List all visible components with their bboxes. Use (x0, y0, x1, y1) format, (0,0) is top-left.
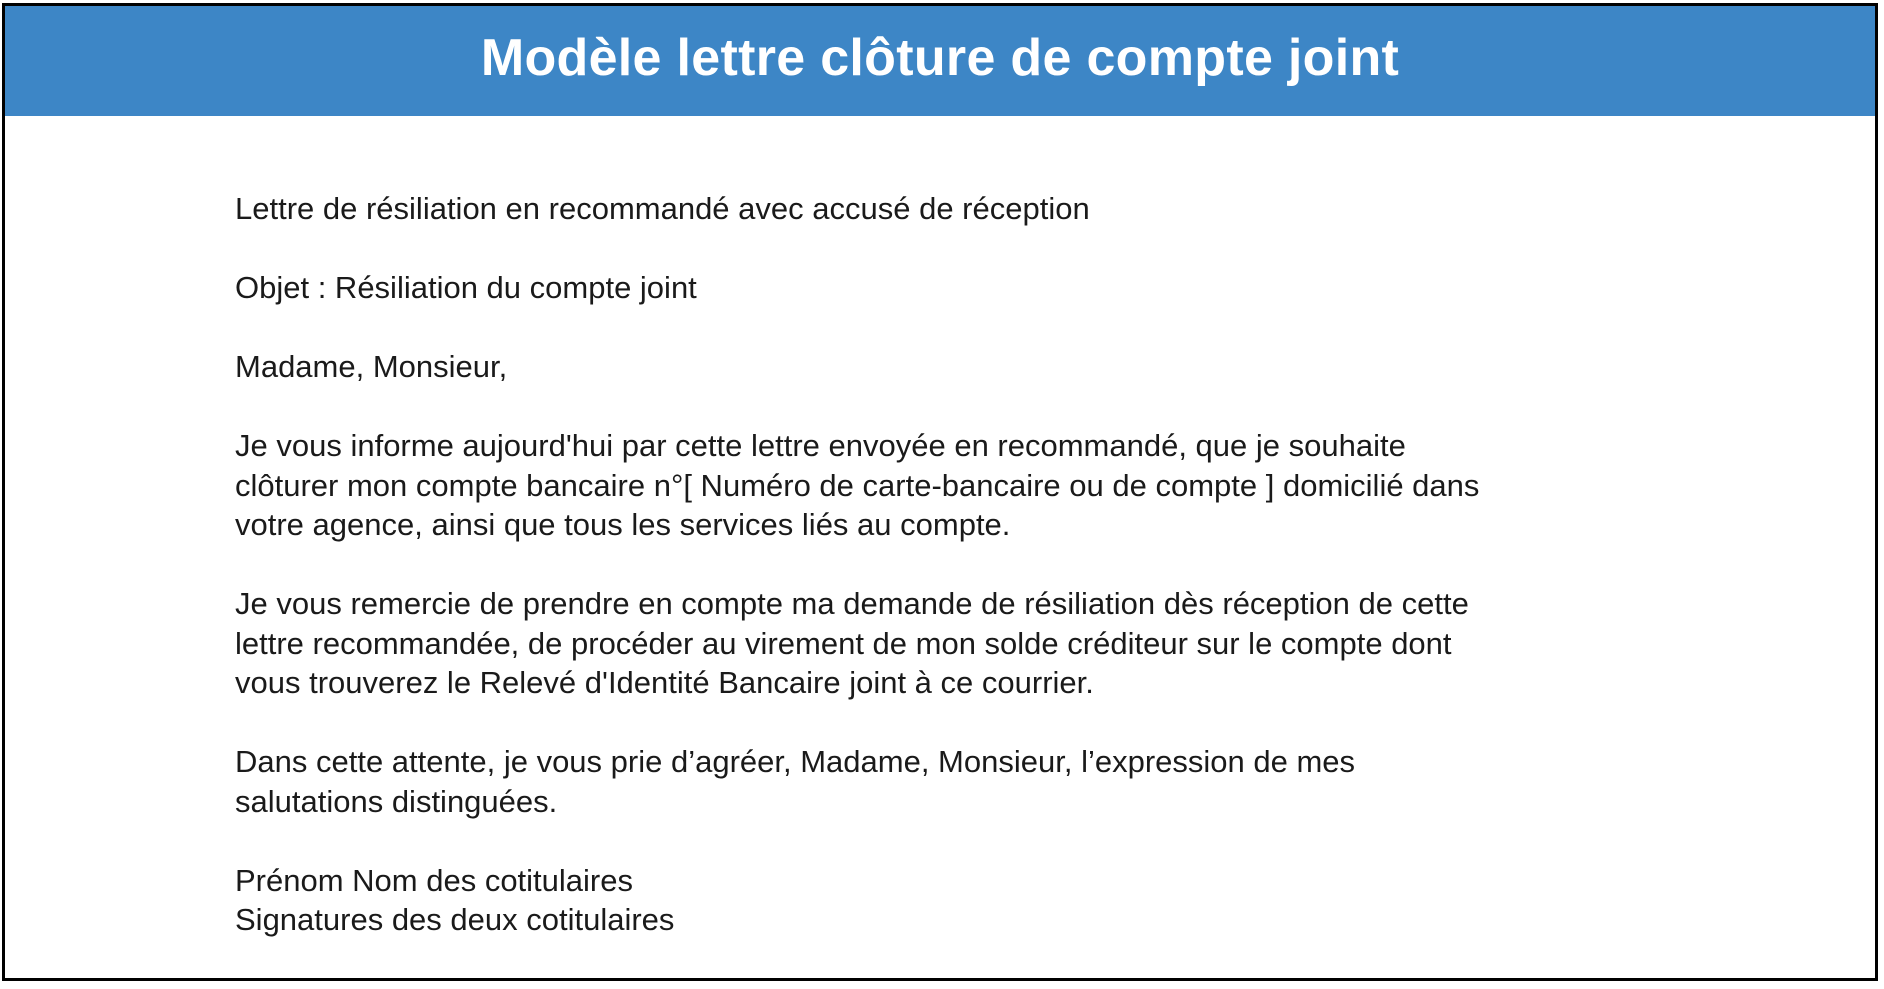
letter-body (235, 189, 1665, 940)
letter-signature: Prénom Nom des cotitulaires Signatures des deux cotitulaires (235, 862, 675, 937)
title-banner (5, 6, 1875, 116)
letter-closing: Dans cette attente, je vous prie d’agréer, Madame, Monsieur, l’expression de mes salutations distinguées. (235, 744, 1356, 819)
letter-object: Objet : Résiliation du compte joint (235, 270, 697, 305)
page-title: Modèle lettre clôture de compte joint (480, 29, 1400, 87)
letter-paragraph-1: Je vous informe aujourd'hui par cette lettre envoyée en recommandé, que je souhaite clôturer mon compte bancaire n°[ Numéro de carte-bancaire ou de compte ] domicilié dans votre agence, ainsi que tous les services liés au compte. (235, 428, 1480, 542)
letter-paragraph-2: Je vous remercie de prendre en compte ma demande de résiliation dès réception de cette lettre recommandée, de procéder au virement de mon solde créditeur sur le compte dont vous trouverez le Relevé d'Identité Bancaire joint à ce courrier. (235, 586, 1469, 700)
document-frame (2, 3, 1878, 981)
letter-subject-line: Lettre de résiliation en recommandé avec accusé de réception (235, 191, 1090, 226)
letter-salutation: Madame, Monsieur, (235, 349, 508, 384)
